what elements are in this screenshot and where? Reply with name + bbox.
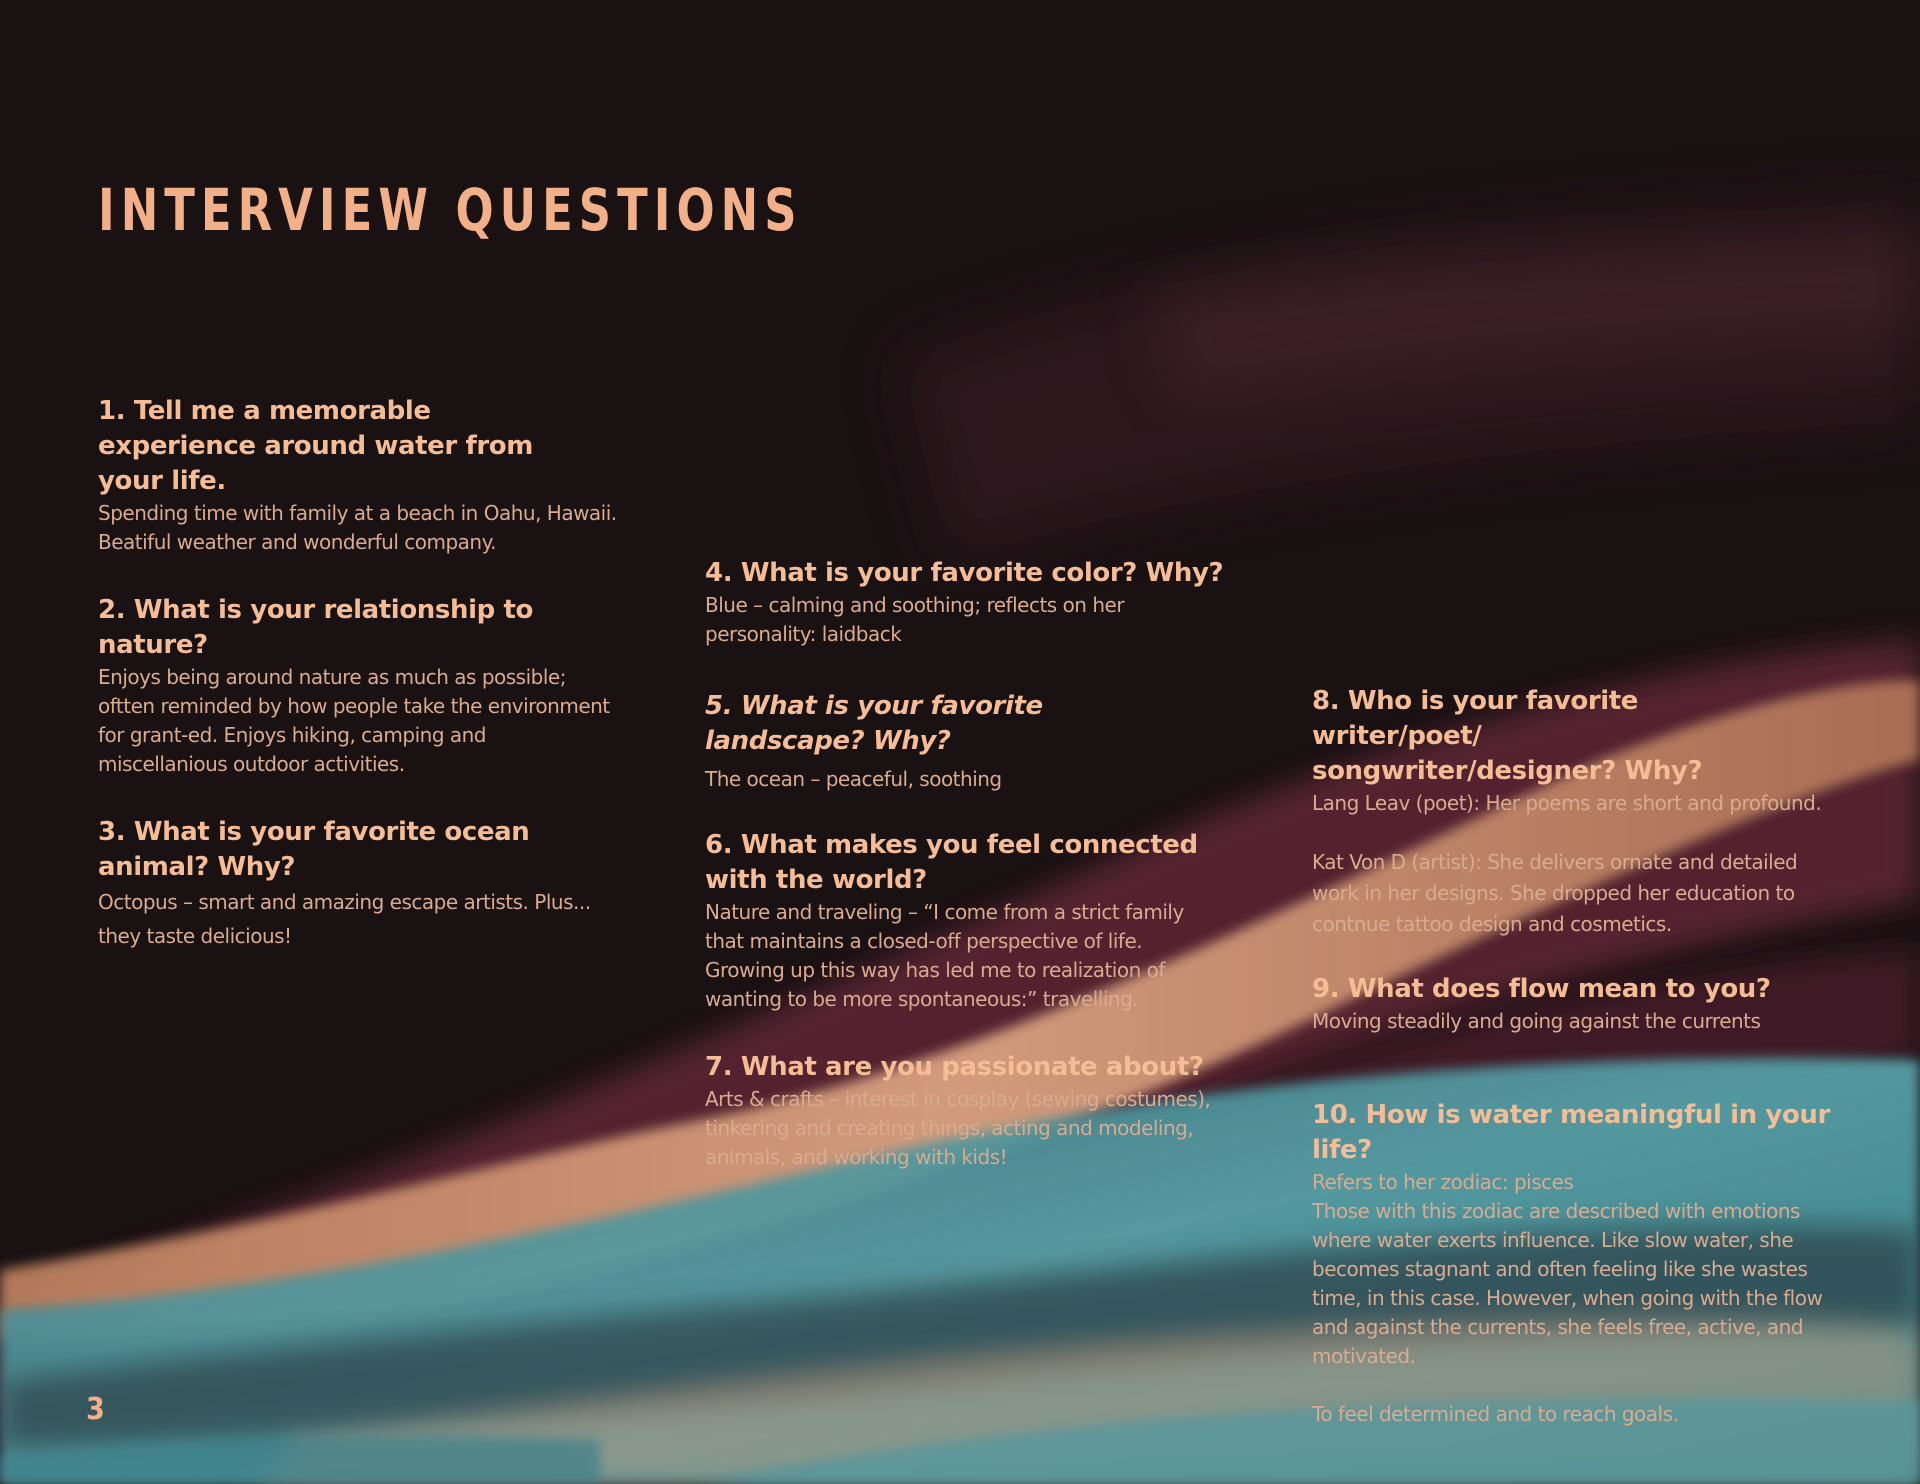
question-heading: 4. What is your favorite color? Why? (705, 558, 1224, 588)
question-item (705, 1050, 1225, 1172)
answer-text: Refers to her zodiac: pisces (1312, 1170, 1574, 1194)
page-number: 3 (86, 1392, 105, 1427)
question-heading: 9. What does flow mean to you? (1312, 974, 1771, 1004)
question-heading: 3. What is your favorite ocean animal? Why? (98, 817, 530, 882)
question-heading: 5. What is your favorite landscape? Why? (705, 691, 1043, 756)
question-item (98, 815, 618, 953)
question-item (705, 556, 1225, 649)
answer-text: Blue – calming and soothing; reflects on her personality: laidback (705, 593, 1125, 646)
question-item (705, 689, 1175, 794)
answer-text: Nature and traveling – “I come from a strict family that maintains a closed-off perspective of life. Growing up this way has led me to realization of wanting to be more spontaneous:” travelling. (705, 900, 1184, 1011)
question-heading: 6. What makes you feel connected with the world? (705, 830, 1198, 895)
question-heading: 1. Tell me a memorable experience around water from your life. (98, 396, 533, 496)
question-heading: 2. What is your relationship to nature? (98, 595, 533, 660)
column-middle (705, 556, 1225, 1172)
answer-text: To feel determined and to reach goals. (1312, 1402, 1679, 1426)
question-heading: 7. What are you passionate about? (705, 1052, 1204, 1082)
question-item (705, 828, 1225, 1014)
answer-text: Lang Leav (poet): Her poems are short and profound. (1312, 791, 1822, 815)
column-left (98, 394, 618, 953)
answer-text: Octopus – smart and amazing escape artists. Plus... they taste delicious! (98, 890, 591, 948)
question-item (1312, 684, 1832, 940)
page-title: INTERVIEW QUESTIONS (98, 176, 803, 244)
answer-text: Those with this zodiac are described with emotions where water exerts influence. Like slow water, she becomes stagnant and often feeling like she wastes time, in this case. However, when going with the flow and against the currents, she feels free, active, and motivated. (1312, 1199, 1823, 1368)
question-item (98, 593, 618, 779)
column-right (1312, 684, 1832, 1429)
question-heading: 8. Who is your favorite writer/poet/ songwriter/designer? Why? (1312, 686, 1703, 786)
answer-text: Moving steadily and going against the currents (1312, 1009, 1761, 1033)
question-heading: 10. How is water meaningful in your life? (1312, 1100, 1830, 1165)
answer-text: Kat Von D (artist): She delivers ornate and detailed work in her designs. She dropped her education to contnue tattoo design and cosmetics. (1312, 850, 1798, 936)
question-item (1312, 1098, 1832, 1429)
answer-text: Enjoys being around nature as much as possible; oftten reminded by how people take the environment for grant-ed. Enjoys hiking, camping and miscellanious outdoor activities. (98, 665, 610, 776)
answer-text: The ocean – peaceful, soothing (705, 767, 1002, 791)
answer-text: Arts & crafts – interest in cosplay (sewing costumes), tinkering and creating things, acting and modeling, animals, and working with kids! (705, 1087, 1211, 1169)
answer-text: Spending time with family at a beach in Oahu, Hawaii. Beatiful weather and wonderful company. (98, 501, 617, 554)
question-item (1312, 972, 1832, 1036)
question-item (98, 394, 617, 557)
